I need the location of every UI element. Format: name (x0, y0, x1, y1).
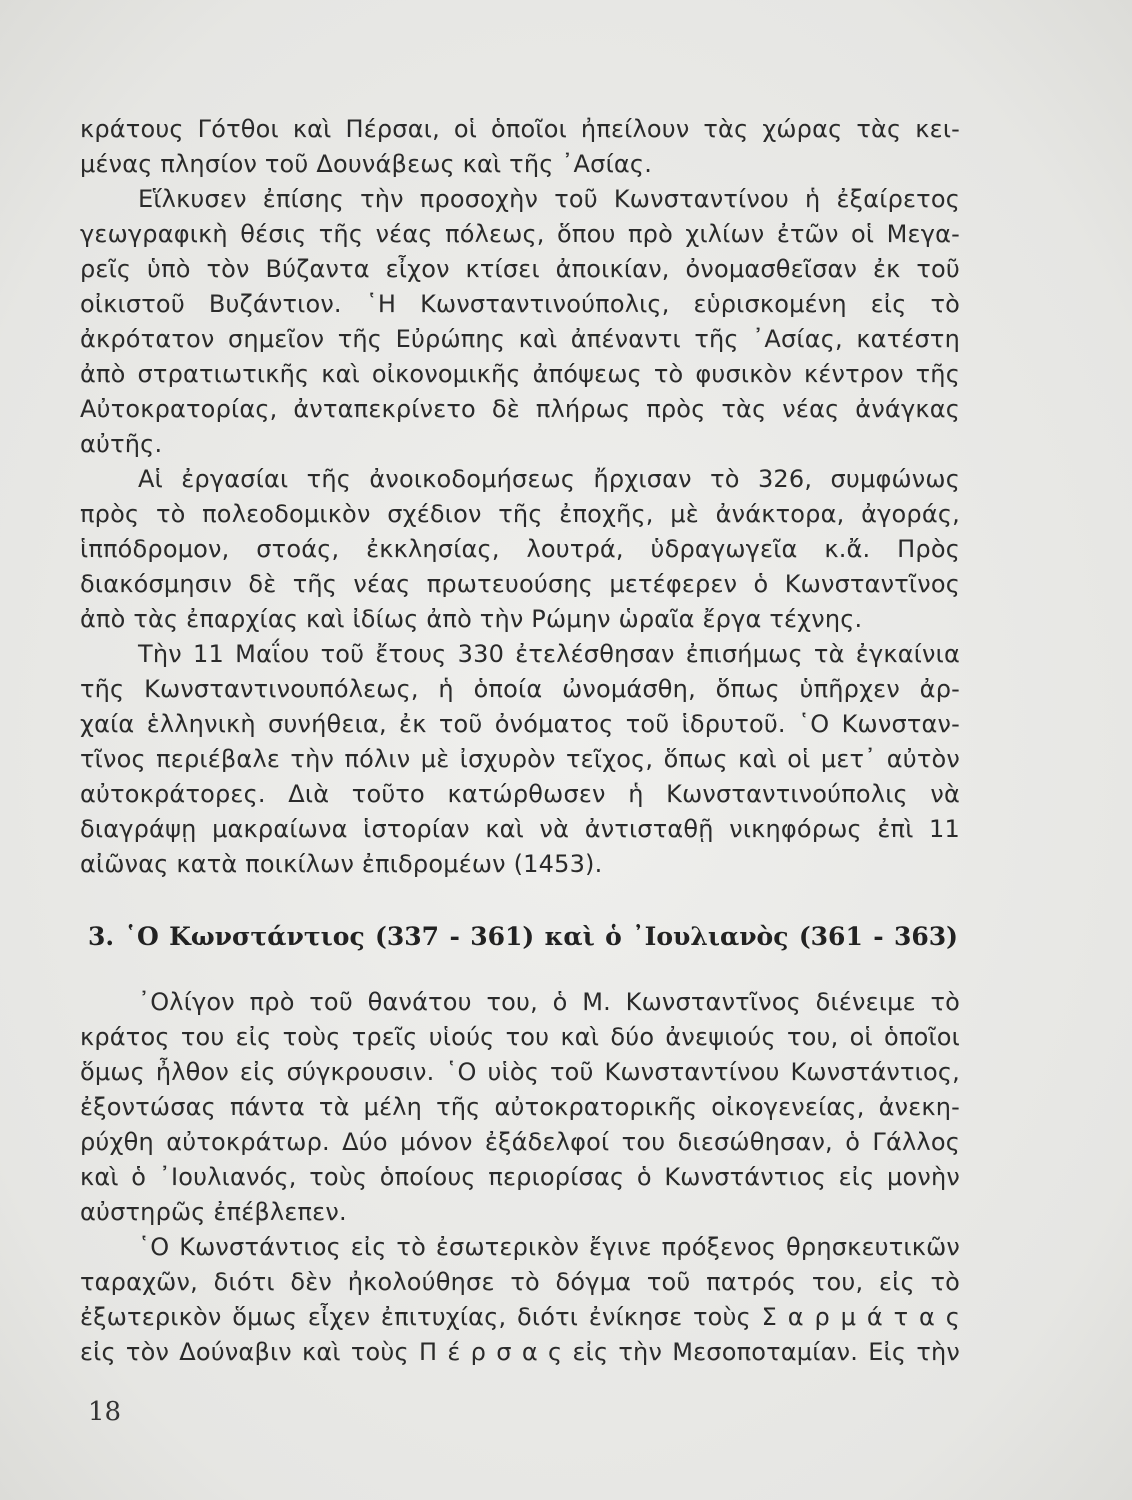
text-line: αὐστηρῶς ἐπέβλεπεν. (80, 1198, 347, 1226)
text-line: αὐτῆς. (80, 430, 163, 458)
text-line: γεωγραφικὴ θέσις τῆς νέας πόλεως, ὅπου πρὸ χιλίων ἐτῶν οἱ Μεγα- (80, 220, 960, 248)
text-line: ᾿Ολίγον πρὸ τοῦ θανάτου του, ὁ Μ. Κωνσταντῖνος διένειμε τὸ (138, 988, 960, 1016)
text-line: ὅμως ἦλθον εἰς σύγκρουσιν. ῾Ο υἱὸς τοῦ Κωνσταντίνου Κωνστάντιος, (80, 1058, 960, 1086)
text-line: ἱππόδρομον, στοάς, ἐκκλησίας, λουτρά, ὑδραγωγεῖα κ.ἄ. Πρὸς (80, 535, 960, 563)
text-line: τῆς Κωνσταντινουπόλεως, ἡ ὁποία ὠνομάσθη, ὅπως ὑπῆρχεν ἀρ- (80, 675, 960, 703)
text-line: ἀπὸ στρατιωτικῆς καὶ οἰκονομικῆς ἀπόψεως τὸ φυσικὸν κέντρον τῆς (80, 360, 960, 388)
text-line: ρεῖς ὑπὸ τὸν Βύζαντα εἶχον κτίσει ἀποικίαν, ὀνομασθεῖσαν ἐκ τοῦ (80, 255, 960, 283)
text-line: μένας πλησίον τοῦ Δουνάβεως καὶ τῆς ᾿Ασίας. (80, 150, 653, 178)
text-line: αὐτοκράτορες. Διὰ τοῦτο κατώρθωσεν ἡ Κωνσταντινούπολις νὰ (80, 780, 960, 808)
text-line: οἰκιστοῦ Βυζάντιον. ῾Η Κωνσταντινούπολις, εὑρισκομένη εἰς τὸ (80, 290, 960, 318)
text-line: τῖνος περιέβαλε τὴν πόλιν μὲ ἰσχυρὸν τεῖχος, ὅπως καὶ οἱ μετ᾿ αὐτὸν (80, 745, 960, 773)
text-line: πρὸς τὸ πολεοδομικὸν σχέδιον τῆς ἐποχῆς, μὲ ἀνάκτορα, ἀγοράς, (80, 500, 960, 528)
text-line: ῾Ο Κωνστάντιος εἰς τὸ ἐσωτερικὸν ἔγινε πρόξενος θρησκευτικῶν (138, 1233, 960, 1261)
text-line: ἐξοντώσας πάντα τὰ μέλη τῆς αὐτοκρατορικῆς οἰκογενείας, ἀνεκη- (80, 1093, 960, 1121)
text-line: καὶ ὁ ᾿Ιουλιανός, τοὺς ὁποίους περιορίσας ὁ Κωνστάντιος εἰς μονὴν (80, 1163, 960, 1191)
text-line: διαγράψῃ μακραίωνα ἱστορίαν καὶ νὰ ἀντισταθῇ νικηφόρως ἐπὶ 11 (80, 815, 960, 843)
text-line: κράτους Γότθοι καὶ Πέρσαι, οἱ ὁποῖοι ἠπείλουν τὰς χώρας τὰς κει- (80, 115, 960, 143)
text-line: Αὐτοκρατορίας, ἀνταπεκρίνετο δὲ πλήρως πρὸς τὰς νέας ἀνάγκας (80, 395, 960, 423)
text-line: ρύχθη αὐτοκράτωρ. Δύο μόνον ἐξάδελφοί του διεσώθησαν, ὁ Γάλλος (80, 1128, 960, 1156)
text-line: αἰῶνας κατὰ ποικίλων ἐπιδρομέων (1453). (80, 850, 603, 878)
text-line: εἰς τὸν Δούναβιν καὶ τοὺς Π έ ρ σ α ς εἰς τὴν Μεσοποταμίαν. Εἰς τὴν (80, 1338, 960, 1366)
page-number: 18 (88, 1397, 122, 1427)
text-line: κράτος του εἰς τοὺς τρεῖς υἱούς του καὶ δύο ἀνεψιούς του, οἱ ὁποῖοι (80, 1023, 960, 1051)
text-line: ἐξωτερικὸν ὅμως εἶχεν ἐπιτυχίας, διότι ἐνίκησε τοὺς Σ α ρ μ ά τ α ς (80, 1303, 960, 1331)
body-text-section-2 (80, 985, 960, 1370)
section-heading: 3. ῾Ο Κωνστάντιος (337 - 361) καὶ ὁ ᾿Ιουλιανὸς (361 - 363) (88, 922, 958, 951)
text-line: ἀπὸ τὰς ἐπαρχίας καὶ ἰδίως ἀπὸ τὴν Ρώμην ὡραῖα ἔργα τέχνης. (80, 605, 863, 633)
body-text-section-1 (80, 112, 960, 882)
text-line: Τὴν 11 Μαΐου τοῦ ἔτους 330 ἐτελέσθησαν ἐπισήμως τὰ ἐγκαίνια (138, 640, 960, 668)
text-line: Αἱ ἐργασίαι τῆς ἀνοικοδομήσεως ἤρχισαν τὸ 326, συμφώνως (138, 465, 960, 493)
text-line: χαία ἑλληνικὴ συνήθεια, ἐκ τοῦ ὀνόματος τοῦ ἱδρυτοῦ. ῾Ο Κωνσταν- (80, 710, 960, 738)
text-line: ταραχῶν, διότι δὲν ἠκολούθησε τὸ δόγμα τοῦ πατρός του, εἰς τὸ (80, 1268, 960, 1296)
text-line: ἀκρότατον σημεῖον τῆς Εὐρώπης καὶ ἀπέναντι τῆς ᾿Ασίας, κατέστη (80, 325, 960, 353)
text-line: Εἵλκυσεν ἐπίσης τὴν προσοχὴν τοῦ Κωνσταντίνου ἡ ἐξαίρετος (138, 185, 960, 213)
text-line: διακόσμησιν δὲ τῆς νέας πρωτευούσης μετέφερεν ὁ Κωνσταντῖνος (80, 570, 960, 598)
